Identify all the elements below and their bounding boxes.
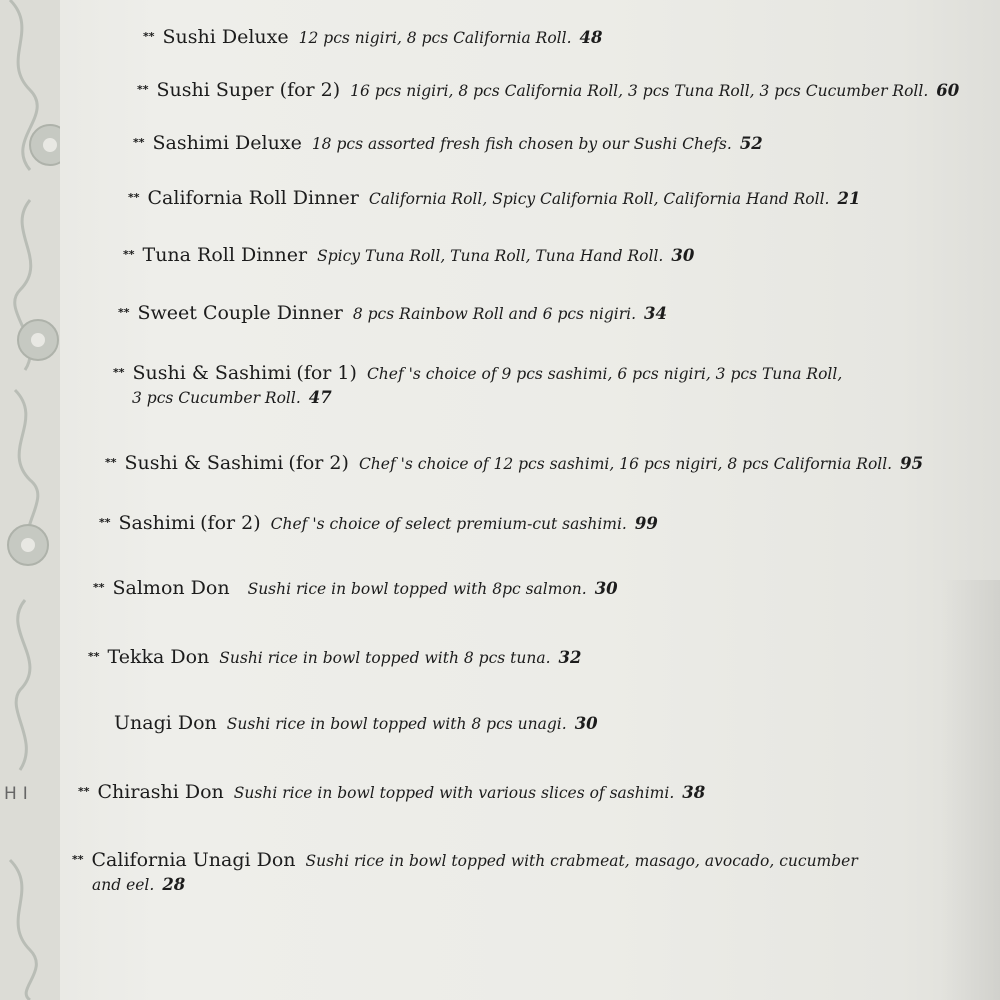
- menu-item-desc: Sushi rice in bowl topped with 8 pcs unagi.: [226, 715, 567, 733]
- menu-item-price: 32: [558, 648, 582, 667]
- menu-item-price: 60: [936, 81, 960, 100]
- menu-item-stars: **: [113, 366, 125, 379]
- menu-item-name: Tuna Roll Dinner: [142, 244, 308, 266]
- menu-item-desc: Chef 's choice of 9 pcs sashimi, 6 pcs nigiri, 3 pcs Tuna Roll,: [366, 365, 843, 383]
- menu-item-desc: 18 pcs assorted fresh fish chosen by our Sushi Chefs.: [311, 135, 732, 153]
- menu-item-desc: Sushi rice in bowl topped with 8pc salmon.: [247, 580, 587, 598]
- menu-item-desc-continued: 3 pcs Cucumber Roll.: [132, 388, 301, 407]
- menu-item: [93, 577, 618, 601]
- menu-item-stars: **: [133, 136, 145, 149]
- menu-item-name: Sushi & Sashimi: [132, 362, 292, 384]
- menu-item-desc-continued: and eel.: [92, 875, 155, 894]
- menu-item-name: Sweet Couple Dinner: [137, 302, 343, 324]
- menu-item-name: Salmon Don: [112, 577, 230, 599]
- menu-item: [105, 452, 923, 476]
- menu-item: [123, 244, 694, 268]
- menu-item-price: 38: [682, 783, 706, 802]
- menu-item-price: 52: [739, 134, 763, 153]
- menu-item-name-qualifier: (for 2): [200, 512, 261, 534]
- menu-item-name: Unagi Don: [114, 712, 217, 734]
- page-edge-shadow: [940, 580, 1000, 1000]
- menu-item: [106, 712, 598, 736]
- menu-item-name: California Unagi Don: [91, 849, 296, 871]
- menu-item-desc: Spicy Tuna Roll, Tuna Roll, Tuna Hand Roll.: [317, 247, 664, 265]
- menu-item-name: Sushi Super (for 2): [156, 79, 341, 101]
- menu-item: [88, 646, 582, 670]
- menu-item: [72, 849, 858, 895]
- menu-item-desc: Sushi rice in bowl topped with 8 pcs tuna.: [219, 649, 551, 667]
- menu-item-stars: **: [123, 248, 135, 261]
- menu-item-price: 28: [162, 874, 186, 894]
- menu-item: [118, 302, 667, 326]
- menu-item-price: 21: [837, 189, 861, 208]
- menu-item-name: California Roll Dinner: [147, 187, 359, 209]
- menu-item-price: 30: [574, 714, 598, 733]
- menu-item-desc: Sushi rice in bowl topped with various slices of sashimi.: [233, 784, 675, 802]
- menu-item-stars: **: [78, 785, 90, 798]
- menu-item-stars: **: [137, 83, 149, 96]
- menu-item-name-qualifier: (for 2): [288, 452, 349, 474]
- menu-item-name: Sashimi: [118, 512, 196, 534]
- menu-item-desc: 16 pcs nigiri, 8 pcs California Roll, 3 pcs Tuna Roll, 3 pcs Cucumber Roll.: [350, 82, 929, 100]
- menu-item-desc: Chef 's choice of select premium-cut sashimi.: [270, 515, 627, 533]
- menu-item-name: Tekka Don: [107, 646, 210, 668]
- menu-item-stars: **: [105, 456, 117, 469]
- menu-item-name: Sashimi Deluxe: [152, 132, 302, 154]
- menu-item: [133, 132, 763, 156]
- menu-item-desc: Chef 's choice of 12 pcs sashimi, 16 pcs nigiri, 8 pcs California Roll.: [358, 455, 893, 473]
- menu-item: [137, 79, 959, 103]
- menu-item-name: Sushi Deluxe: [162, 26, 289, 48]
- menu-item-desc: 12 pcs nigiri, 8 pcs California Roll.: [298, 29, 572, 47]
- menu-item: [113, 362, 842, 408]
- menu-item-stars: **: [99, 516, 111, 529]
- menu-item-desc: California Roll, Spicy California Roll, California Hand Roll.: [368, 190, 830, 208]
- menu-item-stars: **: [72, 853, 84, 866]
- menu-item-name: Sushi & Sashimi: [124, 452, 284, 474]
- floral-border-ornament: [0, 0, 60, 1000]
- menu-item-price: 47: [308, 387, 332, 407]
- menu-item: [128, 187, 860, 211]
- menu-item-name: Chirashi Don: [97, 781, 224, 803]
- menu-item-name-qualifier: (for 1): [296, 362, 357, 384]
- menu-item-price: 48: [579, 28, 603, 47]
- menu-item-desc: 8 pcs Rainbow Roll and 6 pcs nigiri.: [352, 305, 637, 323]
- side-mark-text: HI: [4, 784, 34, 804]
- menu-item-desc: Sushi rice in bowl topped with crabmeat, masago, avocado, cucumber: [305, 852, 858, 870]
- menu-item: [143, 26, 603, 50]
- menu-item-price: 34: [644, 304, 668, 323]
- menu-item: [99, 512, 658, 536]
- menu-item-stars: **: [143, 30, 155, 43]
- menu-item-price: 99: [634, 514, 658, 533]
- menu-item-stars: **: [93, 581, 105, 594]
- menu-item-price: 95: [900, 454, 924, 473]
- menu-item-stars: **: [88, 650, 100, 663]
- menu-item-stars: **: [118, 306, 130, 319]
- menu-item-stars: **: [128, 191, 140, 204]
- menu-item-price: 30: [671, 246, 695, 265]
- menu-item-price: 30: [594, 579, 618, 598]
- menu-item: [78, 781, 705, 805]
